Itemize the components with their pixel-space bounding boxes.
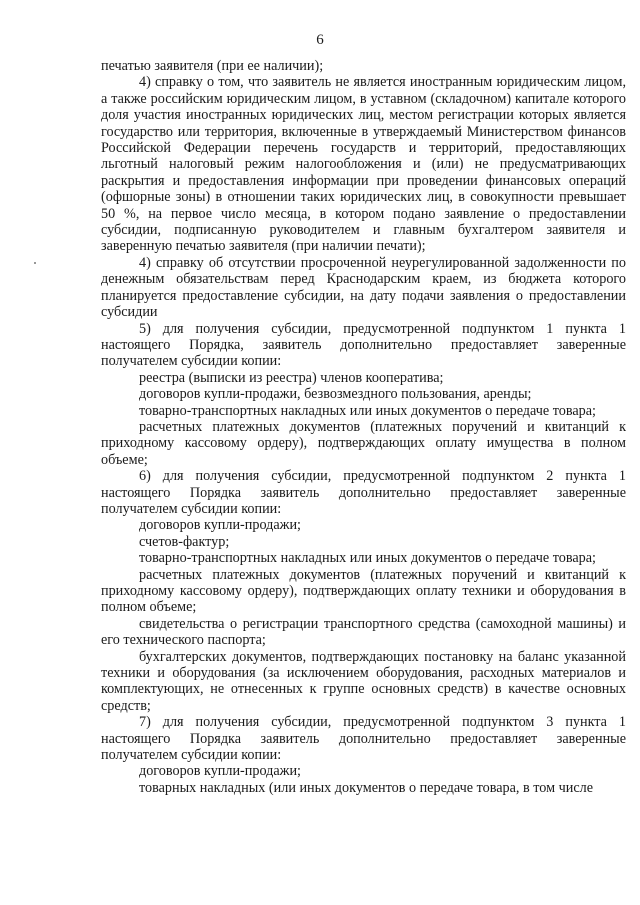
list-item: товарных накладных (или иных документов о передаче товара, в том числе: [139, 779, 594, 796]
paragraph-item-4-debt: 4) справку об отсутствии просроченной неурегулированной задолженности по денежным обязательствам перед Краснодарским краем, из бюджета которого планируется предоставление субсидии, на дату подачи заявления о предоставлении субсидии: [101, 254, 626, 321]
list-item: товарно-транспортных накладных или иных документов о передаче товара;: [139, 550, 596, 567]
list-item: договоров купли-продажи;: [139, 763, 301, 780]
paragraph-item-5: 5) для получения субсидии, предусмотренной подпунктом 1 пункта 1 настоящего Порядка, заявитель дополнительно предоставляет заверенные получателем субсидии копии:: [101, 320, 626, 370]
list-item: договоров купли-продажи;: [139, 517, 301, 534]
paragraph-item-4-foreign-entity: 4) справку о том, что заявитель не является иностранным юридическим лицом, а также российским юридическим лицом, в уставном (складочном) капитале которого доля участия иностранных юридических лиц, местом регистрации которых является государство или территория, включенные в утверждаемый Министерством финансов Российской Федерации перечень государств и территорий, предоставляющих льготный налоговый режим налогообложения и (или) не предусматривающих раскрытия и предоставления информации при проведении финансовых операций (офшорные зоны) в отношении таких юридических лиц, в совокупности превышает 50 %, на первое число месяца, в котором подано заявление о предоставлении субсидии, подписанную руководителем и главным бухгалтером заявителя и заверенную печатью заявителя (при наличии печати);: [101, 74, 626, 255]
page-number: 6: [316, 32, 324, 48]
list-item: расчетных платежных документов (платежных поручений и квитанций к приходному кассовому ордеру), подтверждающих оплату имущества в полном объеме;: [101, 418, 626, 468]
document-body: [101, 58, 626, 796]
list-item: товарно-транспортных накладных или иных документов о передаче товара;: [139, 402, 596, 419]
list-item: бухгалтерских документов, подтверждающих постановку на баланс указанной техники и оборудования (за исключением оборудования, расходных материалов и комплектующих, не отнесенных к группе основных средств) в качестве основных средств;: [101, 648, 626, 714]
list-item: расчетных платежных документов (платежных поручений и квитанций к приходному кассовому ордеру), подтверждающих оплату техники и оборудования в полном объеме;: [101, 566, 626, 616]
paragraph-item-7: 7) для получения субсидии, предусмотренной подпунктом 3 пункта 1 настоящего Порядка заявитель дополнительно предоставляет заверенные получателем субсидии копии:: [101, 714, 626, 764]
list-item: свидетельства о регистрации транспортного средства (самоходной машины) и его технического паспорта;: [101, 615, 626, 649]
list-item: договоров купли-продажи, безвозмездного пользования, аренды;: [139, 386, 532, 403]
paragraph-continuation: печатью заявителя (при ее наличии);: [101, 58, 324, 74]
paragraph-item-6: 6) для получения субсидии, предусмотренной подпунктом 2 пункта 1 настоящего Порядка заявитель дополнительно предоставляет заверенные получателем субсидии копии:: [101, 468, 626, 517]
list-item: реестра (выписки из реестра) членов кооператива;: [139, 369, 444, 386]
list-item: счетов-фактур;: [139, 533, 230, 550]
margin-mark: [34, 262, 36, 264]
